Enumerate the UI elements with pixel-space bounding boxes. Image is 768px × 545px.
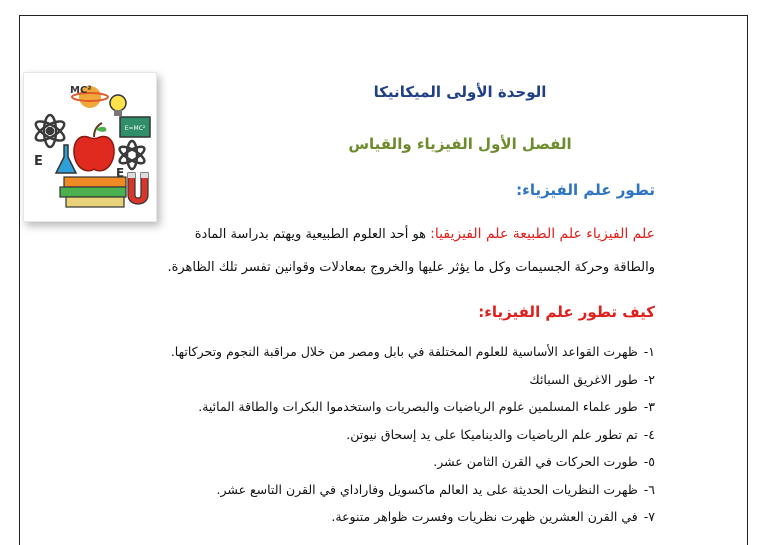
blackboard-icon: [120, 117, 150, 137]
svg-text:E=MC²: E=MC²: [124, 125, 146, 132]
list-item: ٧-في القرن العشرين ظهرت نظريات وفسرت ظواهر متنوعة.: [331, 509, 655, 524]
definition-line-1: [195, 226, 655, 242]
list-item: ٢-طور الاغريق السبائك: [529, 371, 655, 387]
definition-rest: هو أحد العلوم الطبيعية ويهتم بدراسة المادة: [194, 227, 431, 242]
e-label-right: E: [116, 166, 125, 180]
mc-label: MC²: [70, 85, 92, 96]
list-item: ١-ظهرت القواعد الأساسية للعلوم المختلفة في بابل ومصر من خلال مراقبة النجوم وتحركاتها.: [170, 344, 655, 359]
apple-icon: [74, 123, 114, 171]
physics-clipart: [24, 73, 156, 221]
list-item: ٦-ظهرت النظريات الحديثة على يد العالم ماكسويل وفاراداي في القرن التاسع عشر.: [216, 481, 655, 497]
flask-icon: [56, 145, 76, 173]
chapter-title: الفصل الأول الفيزياء والقياس: [348, 135, 572, 153]
list-item: ٤-تم تطور علم الرياضيات والديناميكا على يد إسحاق نيوتن.: [346, 426, 655, 442]
e-label-left: E: [34, 154, 43, 169]
science-illustration: [23, 72, 157, 222]
history-list: [171, 344, 655, 537]
list-item: ٣-طور علماء المسلمين علوم الرياضيات والبصريات واستخدموا البكرات والطاقة المائية.: [198, 399, 655, 414]
section-heading-how-developed: كيف تطور علم الفيزياء:: [478, 303, 655, 321]
books-icon: [60, 177, 126, 207]
list-item: ٥-طورت الحركات في القرن الثامن عشر.: [433, 454, 655, 469]
section-heading-physics-development: تطور علم الفيزياء:: [516, 181, 655, 199]
atom-icon: [33, 115, 67, 147]
light-bulb-icon: [110, 95, 126, 116]
atom-icon: [117, 141, 146, 169]
definition-line-2: والطاقة وحركة الجسيمات وكل ما يؤثر عليها والخروج بمعادلات وقوانين تفسر تلك الظاهرة.: [167, 260, 655, 275]
unit-title: الوحدة الأولى الميكانيكا: [373, 83, 547, 101]
magnet-icon: [128, 173, 148, 204]
definition-term: علم الفيزياء علم الطبيعة علم الفيزيقيا:: [430, 226, 655, 242]
